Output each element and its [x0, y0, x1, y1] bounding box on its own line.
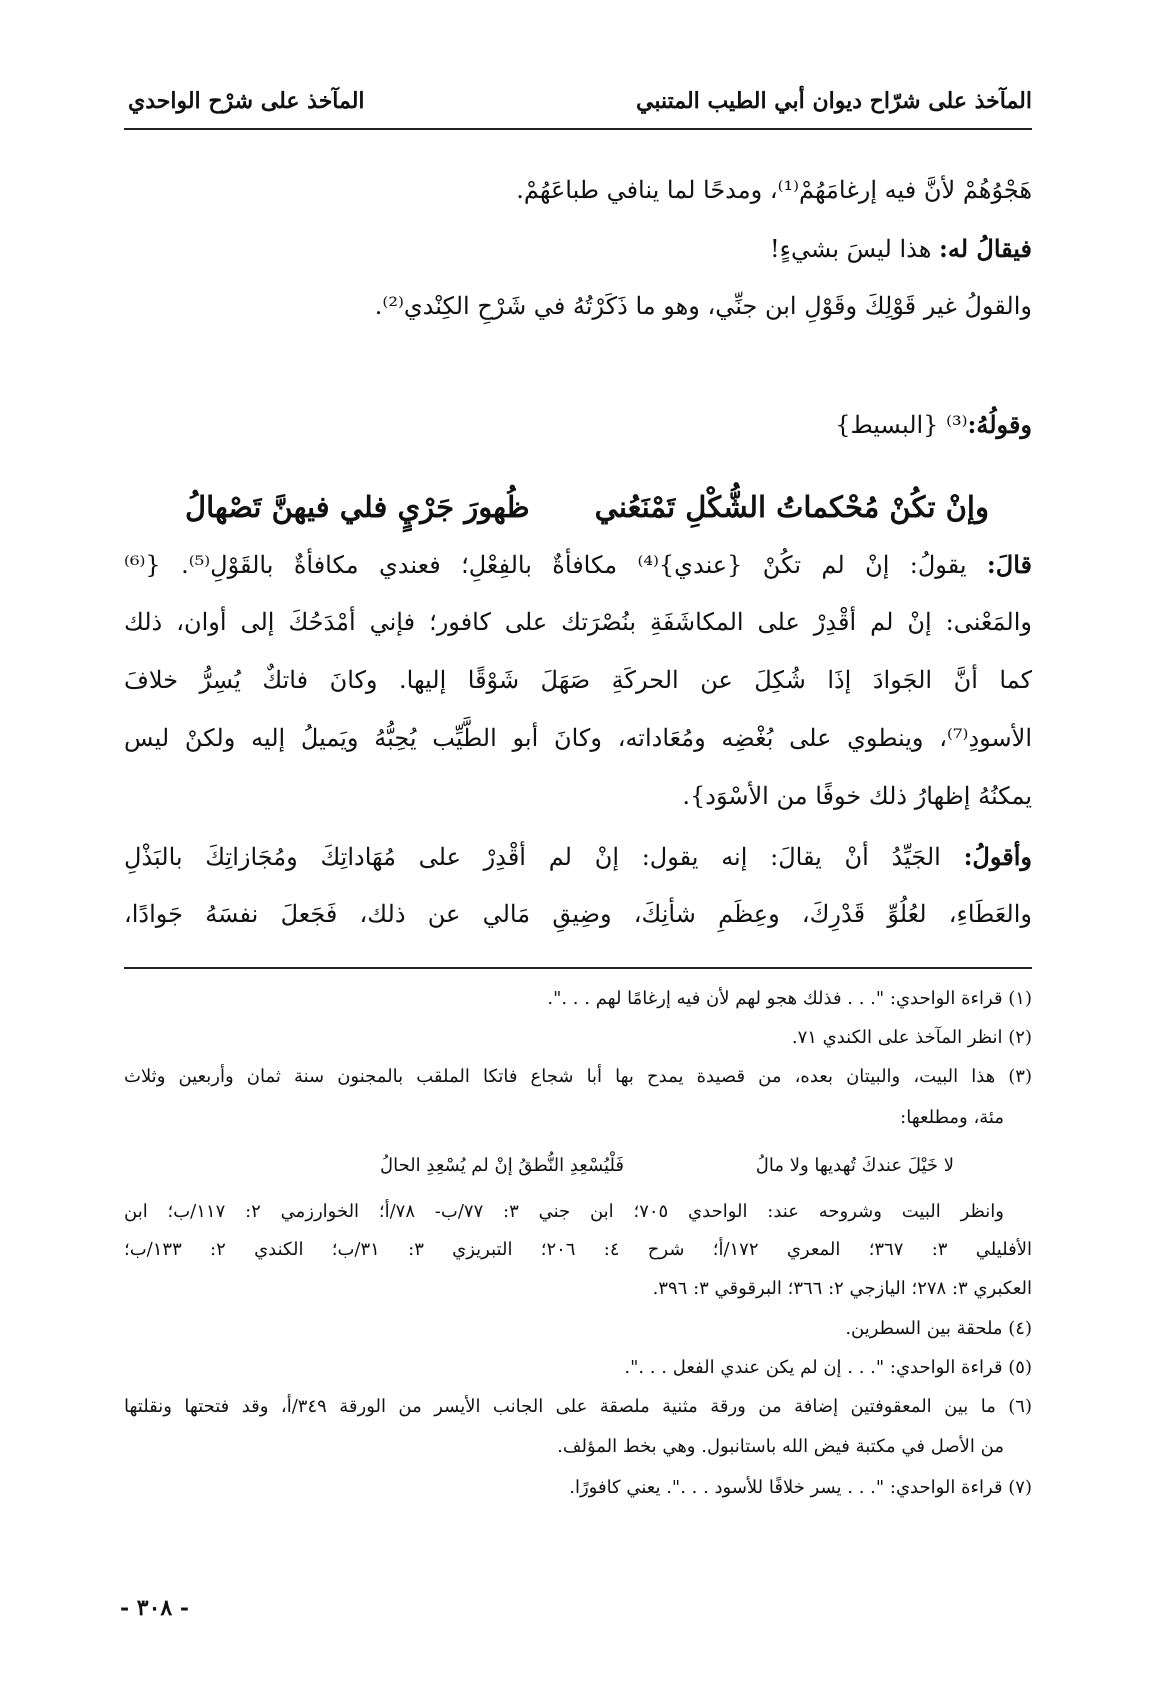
- body-line-4: [835, 410, 1032, 439]
- footnote-separator: [124, 967, 1032, 969]
- verse-hemistich-right: وإنْ تكُنْ مُحْكماتُ الشُّكْلِ تَمْنَعُني: [594, 490, 989, 524]
- meter-label: ⁽³⁾ {البسيط}: [835, 411, 968, 439]
- footnote-verse-left: فَلْيُسْعِدِ النُّطقُ إنْ لم يُسْعِدِ الحالُ: [380, 1155, 625, 1176]
- body-line-5: [124, 550, 1032, 579]
- footnote-6-line-1: (٦) ما بين المعقوفتين إضافة من ورقة مثنية ملصقة على الجانب الأيسر من الورقة ٣٤٩/أ، وقد فتحتها ونقلتها: [124, 1396, 1032, 1417]
- footnote-5: (٥) قراءة الواحدي: ". . . إن لم يكن عندي الفعل . . .".: [624, 1357, 1032, 1378]
- footnote-7: (٧) قراءة الواحدي: ". . . يسر خلافًا للأسود . . .". يعني كافورًا.: [569, 1477, 1032, 1498]
- speaker-label: قالَ:: [986, 550, 1033, 579]
- speaker-label: فيقالُ له:: [939, 234, 1032, 263]
- body-line-9: يمكنُهُ إظهارُ ذلك خوفًا من الأسْوَد}.: [682, 782, 1032, 810]
- body-line-8: الأسودِ⁽⁷⁾، وينطوي على بُغْضِه ومُعَاداته، وكانَ أبو الطَّيِّب يُحِبُّهُ ويَميلُ إليه ولكنْ ليس: [124, 724, 1032, 752]
- footnote-3-line-4: الأفليلي ٣: ٣٦٧؛ المعري ١٧٢/أ؛ شرح ٤: ٢٠٦؛ التبريزي ٣: ٣١/ب؛ الكندي ٢: ١٣٣/ب؛: [124, 1239, 1032, 1260]
- body-line-10: [124, 842, 1032, 871]
- body-line-2: [770, 234, 1032, 263]
- header-rule: [124, 128, 1032, 130]
- body-text: الجَيِّدُ أنْ يقالَ: إنه يقول: إنْ لم أقْدِرْ على مُهَاداتِكَ ومُجَازاتِكَ بالبَذْلِ: [124, 843, 964, 871]
- body-line-6: والمَعْنى: إنْ لم أقْدِرْ على المكاشَفَةِ بنُصْرَتك على كافور؛ فإني أمْدَحُكَ إلى أوان، ذلك: [124, 608, 1032, 636]
- speaker-label: وأقولُ:: [963, 842, 1032, 871]
- footnote-3-line-2: مئة، ومطلعها:: [900, 1107, 1004, 1128]
- page-number: - ٣٠٨ -: [120, 1595, 190, 1621]
- body-text: يقولُ: إنْ لم تكُنْ {عندي}⁽⁴⁾ مكافأةٌ بالفِعْلِ؛ فعندي مكافأةٌ بالقَوْلِ⁽⁵⁾. {⁽⁶⁾: [124, 551, 987, 579]
- speaker-label: وقولُهُ:: [967, 410, 1032, 439]
- footnote-verse-right: لا خَيْلَ عندكَ تُهديها ولا مالُ: [755, 1155, 954, 1176]
- verse-hemistich-left: ظُهورَ جَرْيٍ فلي فيهنَّ تَصْهالُ: [185, 490, 530, 524]
- body-text: هذا ليسَ بشيءٍ!: [770, 235, 939, 263]
- body-line-1: هَجْوُهُمْ لأنَّ فيه إرغامَهُمْ⁽¹⁾، ومدحًا لما ينافي طباعَهُمْ.: [516, 176, 1032, 204]
- body-line-3: والقولُ غير قَوْلِكَ وقَوْلِ ابن جنِّي، وهو ما ذَكَرْتُهُ في شَرْحِ الكِنْدي⁽²⁾.: [374, 292, 1032, 320]
- body-line-7: كما أنَّ الجَوادَ إذَا شُكِلَ عن الحركَةِ صَهَلَ شَوْقًا إليها. وكانَ فاتكٌ يُسِرُّ خلافَ: [124, 666, 1032, 694]
- footnote-6-line-2: من الأصل في مكتبة فيض الله باستانبول. وهي بخط المؤلف.: [557, 1436, 1004, 1457]
- body-line-11: والعَطَاءِ، لعُلُوِّ قَدْرِكَ، وعِظَمِ شأنِكَ، وضِيقِ مَالي عن ذلك، فَجَعلَ نفسَهُ جَوادًا،: [124, 900, 1032, 928]
- footnote-4: (٤) ملحقة بين السطرين.: [845, 1318, 1032, 1339]
- footnote-3-line-1: (٣) هذا البيت، والبيتان بعده، من قصيدة يمدح بها أبا شجاع فاتكا الملقب بالمجنون سنة ثمان وأربعين وثلاث: [124, 1066, 1032, 1087]
- footnote-1: (١) قراءة الواحدي: ". . . فذلك هجو لهم لأن فيه إرغامًا لهم . . .".: [547, 988, 1032, 1009]
- running-header-section: المآخذ على شرْح الواحدي: [128, 88, 365, 114]
- running-header-title: المآخذ على شرّاح ديوان أبي الطيب المتنبي: [636, 88, 1032, 114]
- footnote-2: (٢) انظر المآخذ على الكندي ٧١.: [791, 1027, 1032, 1048]
- footnote-3-line-5: العكبري ٣: ٢٧٨؛ اليازجي ٢: ٣٦٦؛ البرقوقي ٣: ٣٩٦.: [652, 1278, 1032, 1299]
- footnote-3-line-3: وانظر البيت وشروحه عند: الواحدي ٧٠٥؛ ابن جني ٣: ٧٧/ب- ٧٨/أ؛ الخوارزمي ٢: ١١٧/ب؛ ابن: [124, 1201, 1004, 1222]
